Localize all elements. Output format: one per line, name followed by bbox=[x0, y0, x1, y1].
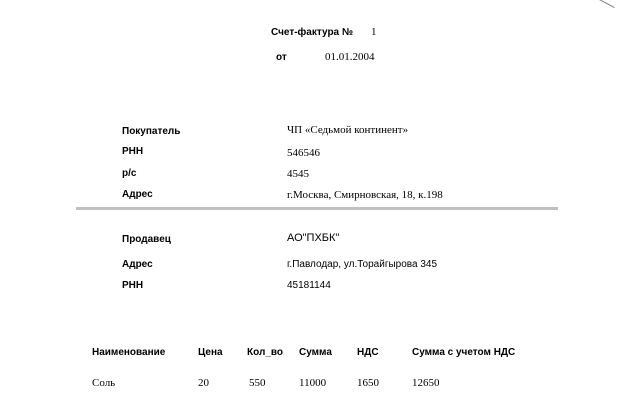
header-quantity: Кол_во bbox=[247, 347, 284, 358]
seller-label: Продавец bbox=[122, 234, 171, 245]
buyer-label: Покупатель bbox=[122, 126, 181, 137]
header-sum: Сумма bbox=[299, 347, 332, 358]
buyer-address-label: Адрес bbox=[122, 189, 153, 200]
invoice-number: 1 bbox=[371, 26, 377, 38]
cell-price: 20 bbox=[198, 377, 209, 389]
buyer-rnn: 546546 bbox=[287, 147, 320, 159]
cell-sum: 11000 bbox=[299, 377, 327, 389]
seller-address: г.Павлодар, ул.Торайгырова 345 bbox=[287, 259, 438, 270]
header-price: Цена bbox=[198, 347, 223, 358]
header-name: Наименование bbox=[92, 347, 166, 358]
seller-name: АО"ПХБК" bbox=[287, 232, 340, 244]
seller-rnn-label: РНН bbox=[122, 280, 144, 291]
buyer-address: г.Москва, Смирновская, 18, к.198 bbox=[287, 189, 443, 201]
buyer-account-label: р/с bbox=[122, 168, 137, 179]
buyer-account: 4545 bbox=[287, 168, 309, 180]
cell-sum-with-vat: 12650 bbox=[412, 377, 440, 389]
header-vat: НДС bbox=[357, 347, 379, 358]
invoice-title: Счет-фактура № bbox=[271, 27, 354, 38]
buyer-name: ЧП «Седьмой континент» bbox=[287, 124, 409, 136]
cell-quantity: 550 bbox=[249, 377, 266, 389]
page-corner-line bbox=[590, 0, 615, 8]
buyer-rnn-label: РНН bbox=[122, 146, 144, 157]
invoice-date: 01.01.2004 bbox=[325, 51, 375, 63]
cell-name: Соль bbox=[92, 377, 116, 389]
date-label: от bbox=[276, 52, 287, 63]
cell-vat: 1650 bbox=[357, 377, 379, 389]
seller-address-label: Адрес bbox=[122, 259, 153, 270]
seller-rnn: 45181144 bbox=[287, 280, 331, 291]
header-sum-with-vat: Сумма с учетом НДС bbox=[412, 347, 516, 358]
section-divider bbox=[76, 207, 558, 210]
